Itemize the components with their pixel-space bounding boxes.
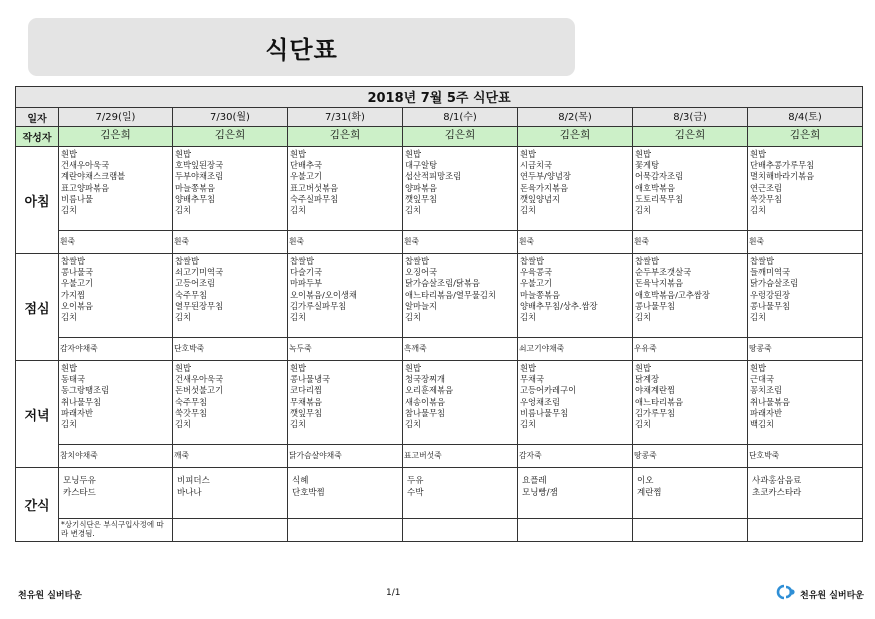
dinner-cell [748, 361, 863, 445]
lunch-porridge-cell [173, 338, 288, 361]
lunch-porridge-cell [403, 338, 518, 361]
dinner-porridge-cell [403, 445, 518, 468]
menu-item: 김가루실파무침 [290, 300, 347, 311]
menu-item: 건새우아욱국 [61, 160, 110, 171]
menu-item: 새송이볶음 [405, 396, 446, 407]
dinner-menu-list [403, 361, 517, 430]
breakfast-porridge-cell [748, 231, 863, 254]
date-header: 8/2(목) [518, 108, 633, 127]
lunch-porridge: 단호박죽 [174, 344, 205, 353]
breakfast-menu-list [59, 147, 172, 216]
menu-item: 참나물무침 [405, 407, 446, 418]
menu-item: 흰밥 [750, 149, 767, 159]
note-text: *상기식단은 부식구입사정에 따라 변경됨. [61, 520, 164, 538]
menu-item: 초코카스타라 [752, 487, 802, 498]
dinner-porridge: 참치야채죽 [60, 451, 98, 460]
menu-item: 양배추무침/상추.쌈장 [520, 300, 598, 311]
lunch-menu-list [59, 254, 172, 323]
breakfast-porridge: 흰죽 [174, 237, 190, 246]
table-title: 2018년 7월 5주 식단표 [16, 87, 863, 108]
menu-item: 김치 [175, 312, 192, 323]
breakfast-cell [288, 147, 403, 231]
menu-item: 청국장찌개 [405, 374, 446, 385]
breakfast-porridge-cell [403, 231, 518, 254]
breakfast-cell [403, 147, 518, 231]
footer-logo [775, 583, 864, 605]
lunch-menu-list [633, 254, 747, 323]
menu-item: 숙주무침 [175, 396, 208, 407]
lunch-porridge-cell [633, 338, 748, 361]
dinner-porridge-cell [288, 445, 403, 468]
logo-icon [775, 583, 797, 605]
page-title: 식단표 [265, 36, 338, 64]
menu-item: 콩나물국 [61, 267, 94, 278]
menu-item: 김치 [175, 419, 192, 430]
menu-item: 김치 [61, 312, 78, 323]
menu-item: 다슬기국 [290, 267, 323, 278]
menu-item: 김치 [635, 205, 652, 216]
menu-item: 숙주실파무침 [290, 193, 339, 204]
breakfast-porridge: 흰죽 [60, 237, 76, 246]
menu-item: 애느타리볶음 [635, 396, 684, 407]
lunch-menu-list [748, 254, 862, 323]
breakfast-cell [633, 147, 748, 231]
meal-label-snack: 간식 [16, 468, 59, 542]
menu-item: 흰밥 [520, 149, 537, 159]
menu-item: 가지찜 [61, 289, 86, 300]
dinner-menu-list [748, 361, 862, 430]
breakfast-menu-list [288, 147, 402, 216]
breakfast-porridge: 흰죽 [289, 237, 305, 246]
menu-item: 취나물무침 [61, 396, 102, 407]
menu-item: 김치 [290, 205, 307, 216]
dinner-porridge: 땅콩죽 [634, 451, 657, 460]
menu-item: 계란찜 [637, 487, 662, 498]
menu-item: 돈육낙지볶음 [635, 278, 684, 289]
lunch-porridge: 땅콩죽 [749, 344, 772, 353]
lunch-cell [403, 254, 518, 338]
breakfast-cell [173, 147, 288, 231]
menu-item: 비피더스 [177, 476, 210, 486]
breakfast-porridge-cell [633, 231, 748, 254]
menu-item: 흰밥 [635, 149, 652, 159]
menu-item: 흰밥 [61, 149, 78, 159]
breakfast-porridge: 흰죽 [749, 237, 765, 246]
breakfast-menu-list [748, 147, 862, 216]
menu-item: 어묵감자조림 [635, 171, 684, 182]
menu-item: 흰밥 [520, 363, 537, 373]
menu-item: 쑥갓무침 [175, 407, 208, 418]
note-cell [59, 519, 173, 542]
dinner-menu-list [59, 361, 172, 430]
menu-item: 동그랑땡조림 [61, 385, 110, 396]
author-cell: 김은희 [633, 127, 748, 147]
menu-item: 흰밥 [635, 363, 652, 373]
menu-item: 닭가슴살조림 [750, 278, 799, 289]
breakfast-menu-list [173, 147, 287, 216]
snack-cell [748, 468, 863, 519]
menu-item: 흰밥 [175, 149, 192, 159]
dinner-menu-list [518, 361, 632, 430]
menu-item: 수박 [407, 487, 424, 498]
menu-item: 김치 [635, 312, 652, 323]
menu-item: 표고버섯볶음 [290, 182, 339, 193]
menu-item: 마늘쫑볶음 [175, 182, 216, 193]
footer-org: 천유원 실버타운 [18, 591, 82, 601]
menu-item: 찹쌀밥 [520, 256, 545, 266]
lunch-cell [748, 254, 863, 338]
menu-item: 김치 [405, 419, 422, 430]
menu-item: 모닝빵/잼 [522, 487, 558, 498]
menu-item: 우불고기 [61, 278, 94, 289]
snack-menu-list [173, 468, 287, 499]
date-header: 8/4(토) [748, 108, 863, 127]
menu-item: 사과홍삼음료 [752, 476, 802, 486]
dinner-porridge: 표고버섯죽 [404, 451, 442, 460]
snack-menu-list [59, 468, 172, 499]
dinner-cell [173, 361, 288, 445]
menu-item: 김치 [405, 312, 422, 323]
menu-item: 비름나물무침 [520, 407, 569, 418]
lunch-cell [633, 254, 748, 338]
menu-item: 우육콩국 [520, 267, 553, 278]
menu-item: 두유 [407, 476, 424, 486]
menu-item: 오이볶음/오이생채 [290, 289, 357, 300]
breakfast-porridge-cell [518, 231, 633, 254]
menu-item: 김치 [61, 419, 78, 430]
author-cell: 김은희 [518, 127, 633, 147]
menu-item: 깻잎무침 [405, 193, 438, 204]
menu-item: 마파두부 [290, 278, 323, 289]
snack-menu-list [288, 468, 402, 499]
author-cell: 김은희 [748, 127, 863, 147]
menu-item: 이오 [637, 476, 654, 486]
menu-item: 무채국 [520, 374, 545, 385]
lunch-cell [518, 254, 633, 338]
breakfast-menu-list [403, 147, 517, 216]
menu-item: 돈육가지볶음 [520, 182, 569, 193]
menu-item: 김치 [290, 312, 307, 323]
menu-item: 파래자반 [61, 407, 94, 418]
menu-item: 닭계장 [635, 374, 660, 385]
page-title-banner [28, 18, 575, 76]
menu-item: 꽃게탕 [635, 160, 660, 171]
breakfast-porridge-cell [59, 231, 173, 254]
snack-cell [403, 468, 518, 519]
menu-item: 야채계란찜 [635, 385, 676, 396]
lunch-porridge-cell [748, 338, 863, 361]
menu-item: 근대국 [750, 374, 775, 385]
menu-item: 대구알탕 [405, 160, 438, 171]
lunch-porridge-cell [59, 338, 173, 361]
menu-item: 애호박볶음 [635, 182, 676, 193]
menu-item: 김치 [520, 205, 537, 216]
dinner-menu-list [173, 361, 287, 430]
menu-item: 우불고기 [520, 278, 553, 289]
breakfast-porridge-cell [173, 231, 288, 254]
empty-note-cell [748, 519, 863, 542]
menu-item: 표고양파볶음 [61, 182, 110, 193]
meal-label-breakfast: 아침 [16, 147, 59, 254]
menu-item: 김치 [405, 205, 422, 216]
menu-item: 오리훈제볶음 [405, 385, 454, 396]
dinner-porridge: 닭가슴살야채죽 [289, 451, 342, 460]
lunch-cell [288, 254, 403, 338]
menu-item: 섭산적피망조림 [405, 171, 462, 182]
author-cell: 김은희 [173, 127, 288, 147]
breakfast-porridge: 흰죽 [634, 237, 650, 246]
menu-item: 김치 [290, 419, 307, 430]
menu-item: 연근조림 [750, 182, 783, 193]
lunch-menu-list [173, 254, 287, 323]
menu-item: 우렁강된장 [750, 289, 791, 300]
menu-item: 찹쌀밥 [750, 256, 775, 266]
menu-item: 오이볶음 [61, 300, 94, 311]
dinner-porridge-cell [633, 445, 748, 468]
menu-item: 찹쌀밥 [290, 256, 315, 266]
breakfast-menu-list [518, 147, 632, 216]
dinner-cell [633, 361, 748, 445]
menu-item: 시금치국 [520, 160, 553, 171]
menu-item: 비름나물 [61, 193, 94, 204]
dinner-menu-list [288, 361, 402, 430]
lunch-cell [173, 254, 288, 338]
menu-item: 고등어카레구이 [520, 385, 577, 396]
date-header: 7/30(월) [173, 108, 288, 127]
snack-menu-list [518, 468, 632, 499]
menu-item: 흰밥 [61, 363, 78, 373]
menu-item: 들깨미역국 [750, 267, 791, 278]
menu-item: 애호박볶음/고추쌈장 [635, 289, 710, 300]
menu-item: 바나나 [177, 487, 202, 498]
menu-item: 찹쌀밥 [405, 256, 430, 266]
menu-item: 계란야채스크램블 [61, 171, 126, 182]
dinner-cell [59, 361, 173, 445]
snack-menu-list [748, 468, 862, 499]
menu-table [15, 86, 863, 542]
lunch-porridge: 쇠고기야채죽 [519, 344, 565, 353]
menu-item: 찹쌀밥 [175, 256, 200, 266]
date-header: 8/3(금) [633, 108, 748, 127]
menu-item: 우불고기 [290, 171, 323, 182]
menu-item: 무채볶음 [290, 396, 323, 407]
empty-note-cell [403, 519, 518, 542]
menu-item: 흰밥 [175, 363, 192, 373]
menu-item: 돈버섯불고기 [175, 385, 224, 396]
menu-item: 단배추국 [290, 160, 323, 171]
dinner-porridge-cell [173, 445, 288, 468]
snack-cell [518, 468, 633, 519]
breakfast-menu-list [633, 147, 747, 216]
menu-item: 마늘쫑볶음 [520, 289, 561, 300]
menu-item: 깻잎양념지 [520, 193, 561, 204]
logo-text: 천유원 실버타운 [800, 590, 864, 601]
dinner-porridge: 깨죽 [174, 451, 190, 460]
menu-item: 호박잎된장국 [175, 160, 224, 171]
menu-item: 흰밥 [405, 149, 422, 159]
dinner-porridge-cell [518, 445, 633, 468]
author-cell: 김은희 [59, 127, 173, 147]
meal-label-dinner: 저녁 [16, 361, 59, 468]
dinner-cell [518, 361, 633, 445]
menu-item: 오징어국 [405, 267, 438, 278]
menu-item: 김치 [635, 419, 652, 430]
menu-item: 김치 [750, 205, 767, 216]
menu-item: 닭가슴살조림/닭볶음 [405, 278, 480, 289]
menu-item: 건새우아욱국 [175, 374, 224, 385]
menu-item: 김가루무침 [635, 407, 676, 418]
author-cell: 김은희 [288, 127, 403, 147]
author-cell: 김은희 [403, 127, 518, 147]
lunch-porridge: 녹두죽 [289, 344, 312, 353]
lunch-cell [59, 254, 173, 338]
menu-item: 연두부/양념장 [520, 171, 571, 182]
menu-item: 김치 [520, 312, 537, 323]
page-number: 1/1 [386, 588, 401, 598]
menu-item: 쇠고기미역국 [175, 267, 224, 278]
dinner-porridge-cell [748, 445, 863, 468]
lunch-porridge: 우유죽 [634, 344, 657, 353]
snack-cell [288, 468, 403, 519]
menu-item: 백김치 [750, 419, 775, 430]
dinner-porridge: 감자죽 [519, 451, 542, 460]
menu-item: 숙주무침 [175, 289, 208, 300]
menu-item: 고등어조림 [175, 278, 216, 289]
snack-menu-list [633, 468, 747, 499]
menu-item: 카스타드 [63, 487, 96, 498]
menu-item: 김치 [750, 312, 767, 323]
dinner-menu-list [633, 361, 747, 430]
breakfast-cell [59, 147, 173, 231]
snack-cell [633, 468, 748, 519]
breakfast-porridge: 흰죽 [519, 237, 535, 246]
menu-item: 콩나물냉국 [290, 374, 331, 385]
menu-item: 김치 [175, 205, 192, 216]
lunch-porridge-cell [518, 338, 633, 361]
breakfast-porridge-cell [288, 231, 403, 254]
author-label: 작성자 [16, 127, 59, 147]
snack-menu-list [403, 468, 517, 499]
snack-cell [59, 468, 173, 519]
breakfast-cell [518, 147, 633, 231]
empty-note-cell [633, 519, 748, 542]
menu-item: 코다리찜 [290, 385, 323, 396]
menu-item: 단호박찜 [292, 487, 325, 498]
menu-item: 콩나물무침 [750, 300, 791, 311]
menu-item: 흰밥 [750, 363, 767, 373]
menu-item: 우엉채조림 [520, 396, 561, 407]
menu-item: 모닝두유 [63, 476, 96, 486]
menu-item: 파래자반 [750, 407, 783, 418]
dinner-cell [403, 361, 518, 445]
menu-item: 콩나물무침 [635, 300, 676, 311]
menu-item: 쑥갓무침 [750, 193, 783, 204]
snack-cell [173, 468, 288, 519]
menu-item: 도토리묵무침 [635, 193, 684, 204]
date-header: 7/31(화) [288, 108, 403, 127]
menu-item: 꽁치조림 [750, 385, 783, 396]
meal-label-lunch: 점심 [16, 254, 59, 361]
menu-item: 찹쌀밥 [61, 256, 86, 266]
lunch-porridge: 감자야채죽 [60, 344, 98, 353]
menu-item: 단배추콩가루무침 [750, 160, 815, 171]
menu-item: 양배추무침 [175, 193, 216, 204]
empty-note-cell [288, 519, 403, 542]
menu-item: 흰밥 [290, 149, 307, 159]
lunch-porridge: 흑깨죽 [404, 344, 427, 353]
lunch-porridge-cell [288, 338, 403, 361]
menu-item: 순두부조갯살국 [635, 267, 692, 278]
dinner-porridge: 단호박죽 [749, 451, 780, 460]
menu-item: 흰밥 [405, 363, 422, 373]
menu-item: 취나물볶음 [750, 396, 791, 407]
date-label: 일자 [16, 108, 59, 127]
dinner-cell [288, 361, 403, 445]
menu-item: 동태국 [61, 374, 86, 385]
empty-note-cell [173, 519, 288, 542]
menu-item: 애느타리볶음/열무물김치 [405, 289, 496, 300]
lunch-menu-list [518, 254, 632, 323]
empty-note-cell [518, 519, 633, 542]
menu-item: 깻잎무침 [290, 407, 323, 418]
menu-item: 열무된장무침 [175, 300, 224, 311]
breakfast-porridge: 흰죽 [404, 237, 420, 246]
menu-item: 두부야채조림 [175, 171, 224, 182]
menu-item: 알마늘지 [405, 300, 438, 311]
dinner-porridge-cell [59, 445, 173, 468]
menu-item: 요플레 [522, 476, 547, 486]
menu-item: 김치 [61, 205, 78, 216]
date-header: 8/1(수) [403, 108, 518, 127]
menu-item: 흰밥 [290, 363, 307, 373]
menu-item: 양파볶음 [405, 182, 438, 193]
breakfast-cell [748, 147, 863, 231]
lunch-menu-list [288, 254, 402, 323]
menu-item: 멸치해바라기볶음 [750, 171, 815, 182]
menu-item: 찹쌀밥 [635, 256, 660, 266]
menu-item: 식혜 [292, 476, 309, 486]
lunch-menu-list [403, 254, 517, 323]
date-header: 7/29(일) [59, 108, 173, 127]
menu-item: 김치 [520, 419, 537, 430]
